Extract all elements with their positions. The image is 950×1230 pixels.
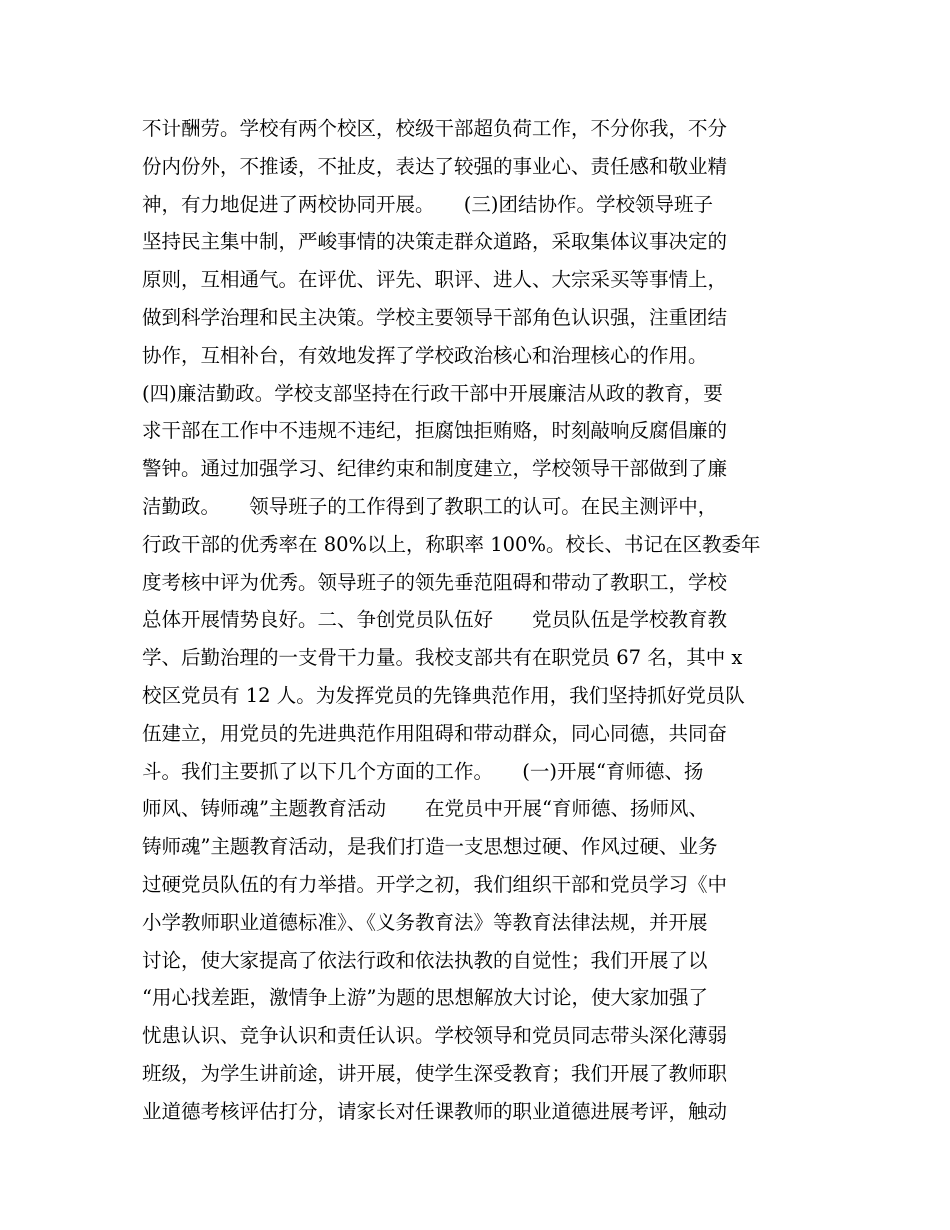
- text-line: 坚持民主集中制，严峻事情的决策走群众道路，采取集体议事决定的: [142, 230, 728, 254]
- text-line: 业道德考核评估打分，请家长对任课教师的职业道德进展考评，触动: [142, 1099, 728, 1123]
- text-line: “用心找差距，激情争上游”为题的思想解放大讨论，使大家加强了: [142, 986, 708, 1010]
- text-line: 校区党员有 12 人。为发挥党员的先锋典范作用，我们坚持抓好党员队: [142, 683, 745, 707]
- body-text: [142, 110, 822, 1131]
- text-line: 学、后勤治理的一支骨干力量。我校支部共有在职党员 67 名，其中 x: [142, 646, 743, 670]
- text-line: 份内份外，不推诿，不扯皮，表达了较强的事业心、责任感和敬业精: [142, 154, 728, 178]
- text-line: 过硬党员队伍的有力举措。开学之初，我们组织干部和党员学习《中: [142, 872, 728, 896]
- text-line: 忧患认识、竞争认识和责任认识。学校领导和党员同志带头深化薄弱: [142, 1024, 728, 1048]
- text-line: 做到科学治理和民主决策。学校主要领导干部角色认识强，注重团结: [142, 305, 728, 329]
- text-line: 警钟。通过加强学习、纪律约束和制度建立，学校领导干部做到了廉: [142, 457, 728, 481]
- text-line: 斗。我们主要抓了以下几个方面的工作。 (一)开展“育师德、扬: [142, 759, 704, 783]
- text-line: 小学教师职业道德标准》、《义务教育法》等教育法律法规，并开展: [142, 910, 708, 934]
- text-line: 洁勤政。 领导班子的工作得到了教职工的认可。在民主测评中，: [142, 494, 718, 518]
- text-line: 求干部在工作中不违规不违纪，拒腐蚀拒贿赂，时刻敲响反腐倡廉的: [142, 419, 728, 443]
- text-line: 总体开展情势良好。二、争创党员队伍好 党员队伍是学校教育教: [142, 608, 728, 632]
- text-line: 讨论，使大家提高了依法行政和依法执教的自觉性；我们开展了以: [142, 948, 708, 972]
- text-line: 神，有力地促进了两校协同开展。 (三)团结协作。学校领导班子: [142, 192, 713, 216]
- text-line: 班级，为学生讲前途，讲开展，使学生深受教育；我们开展了教师职: [142, 1061, 728, 1085]
- text-line: 原则，互相通气。在评优、评先、职评、进人、大宗采买等事情上，: [142, 268, 728, 292]
- text-line: 铸师魂”主题教育活动，是我们打造一支思想过硬、作风过硬、业务: [142, 835, 718, 859]
- text-line: 伍建立，用党员的先进典范作用阻碍和带动群众，同心同德，共同奋: [142, 721, 728, 745]
- text-line: 度考核中评为优秀。领导班子的领先垂范阻碍和带动了教职工，学校: [142, 570, 728, 594]
- text-line: 行政干部的优秀率在 80%以上，称职率 100%。校长、书记在区教委年: [142, 532, 761, 556]
- text-line: 不计酬劳。学校有两个校区，校级干部超负荷工作，不分你我，不分: [142, 117, 728, 140]
- text-line: 师风、铸师魂”主题教育活动 在党员中开展“育师德、扬师风、: [142, 797, 708, 821]
- text-line: 协作，互相补台，有效地发挥了学校政治核心和治理核心的作用。: [142, 343, 708, 367]
- text-line: (四)廉洁勤政。学校支部坚持在行政干部中开展廉洁从政的教育，要: [142, 381, 723, 405]
